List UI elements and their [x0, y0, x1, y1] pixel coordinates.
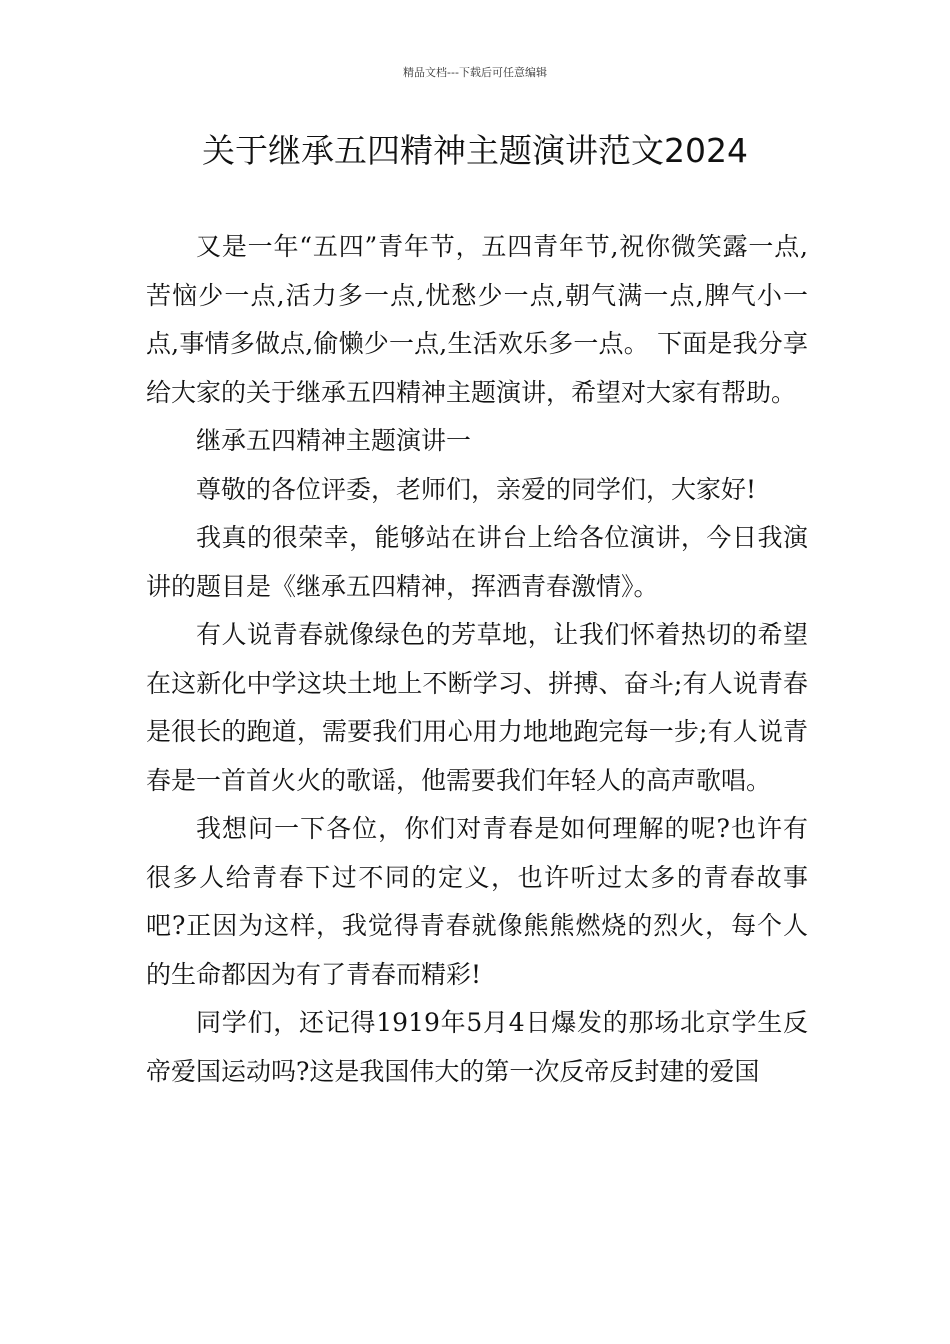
- document-body: [146, 223, 808, 1096]
- paragraph-intro: 又是一年“五四”青年节，五四青年节,祝你微笑露一点,苦恼少一点,活力多一点,忧愁少一点,朝气满一点,脾气小一点,事情多做点,偷懒少一点,生活欢乐多一点。 下面是我分享给大家的关于继承五四精神主题演讲，希望对大家有帮助。: [146, 232, 808, 407]
- paragraph: 有人说青春就像绿色的芳草地，让我们怀着热切的希望在这新化中学这块土地上不断学习、拼搏、奋斗;有人说青春是很长的跑道，需要我们用心用力地地跑完每一步;有人说青春是一首首火火的歌谣，他需要我们年轻人的高声歌唱。: [146, 620, 808, 795]
- section-heading: 继承五四精神主题演讲一: [196, 426, 472, 455]
- paragraph: 同学们，还记得1919年5月4日爆发的那场北京学生反帝爱国运动吗?这是我国伟大的第一次反帝反封建的爱国: [146, 1008, 808, 1086]
- document-title: 关于继承五四精神主题演讲范文2024: [202, 131, 748, 170]
- paragraph: 我想问一下各位，你们对青春是如何理解的呢?也许有很多人给青春下过不同的定义，也许听过太多的青春故事吧?正因为这样，我觉得青春就像熊熊燃烧的烈火，每个人的生命都因为有了青春而精彩!: [146, 814, 808, 989]
- page-header: 精品文档---下载后可任意编辑: [403, 66, 547, 79]
- paragraph-greeting: 尊敬的各位评委，老师们，亲爱的同学们，大家好!: [196, 474, 757, 504]
- paragraph: 我真的很荣幸，能够站在讲台上给各位演讲，今日我演讲的题目是《继承五四精神，挥洒青春激情》。: [146, 523, 808, 601]
